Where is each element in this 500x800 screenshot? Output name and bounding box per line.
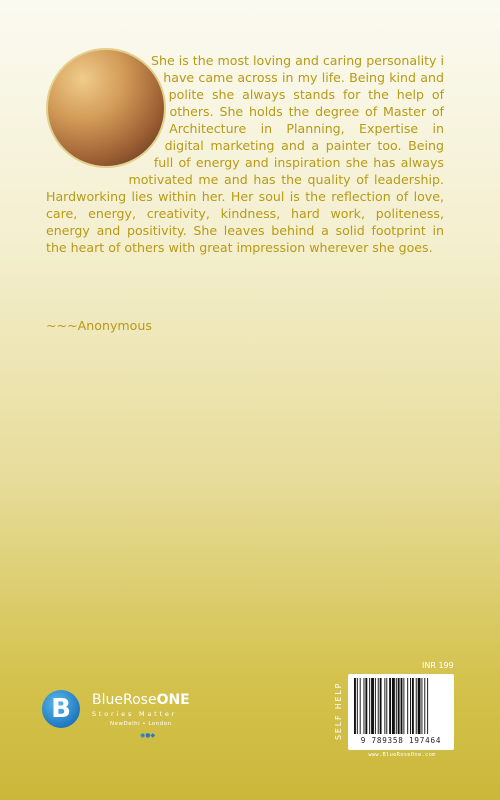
publisher-name-blue: BlueRose (92, 692, 157, 708)
barcode-bar (378, 678, 379, 734)
isbn-number: 9 789358 197464 (360, 736, 442, 745)
publisher-monogram: B (42, 690, 80, 728)
publisher-logo (42, 690, 222, 742)
barcode-bar (424, 678, 425, 734)
publisher-name-one: ONE (156, 692, 190, 708)
barcode-bar (354, 678, 356, 734)
facebook-icon: ● (145, 732, 151, 739)
barcode-bar (375, 678, 376, 734)
barcode-bar (384, 678, 385, 734)
barcode-bar (360, 678, 361, 734)
barcode-bar (365, 678, 367, 734)
author-bio: She is the most loving and caring personality i have came across in my life. Being kind and polite she always stands for the help of others. She holds the degree of Master of Architecture in Planning, Expertise in digital marketing and a painter too. Being full of energy and inspiration she has always motivated me and has the quality of leadership. Hardworking lies within her. Her soul is the reflection of love, care, energy, creativity, kindness, hard work, politeness, energy and positivity. She leaves behind a solid footprint in the heart of others with great impression wherever she goes. (46, 53, 444, 255)
publisher-cities: NewDelhi • London (110, 721, 172, 727)
barcode-bar (398, 678, 400, 734)
category-label: SELF HELP (334, 681, 343, 740)
social-icons (140, 732, 155, 739)
barcode-bar (364, 678, 365, 734)
barcode-bar (369, 678, 370, 734)
barcode-bar (407, 678, 408, 734)
barcode-bar (380, 678, 382, 734)
barcode-bar (392, 678, 395, 734)
signature: ~~~Anonymous (46, 318, 152, 333)
website-url: www.BlueRoseOne.com (368, 752, 436, 758)
barcode-bar (371, 678, 374, 734)
globe-icon: ◉ (140, 732, 146, 739)
barcode-bar (418, 678, 421, 734)
barcode-bar (357, 678, 358, 734)
price-label: INR 199 (422, 661, 454, 670)
barcode-bar (421, 678, 422, 734)
barcode-bar (389, 678, 391, 734)
barcode-bar (403, 678, 404, 734)
barcode-bar (427, 678, 428, 734)
barcode-bar (396, 678, 397, 734)
barcode (348, 674, 454, 750)
barcode-bar (416, 678, 417, 734)
barcode-bar (410, 678, 411, 734)
barcode-bar (412, 678, 414, 734)
barcode-bar (386, 678, 387, 734)
twitter-icon: ◆ (150, 732, 156, 739)
publisher-tagline: Stories Matter (92, 710, 178, 718)
publisher-name (92, 692, 190, 708)
barcode-bar (401, 678, 403, 734)
barcode-bars (354, 678, 448, 734)
